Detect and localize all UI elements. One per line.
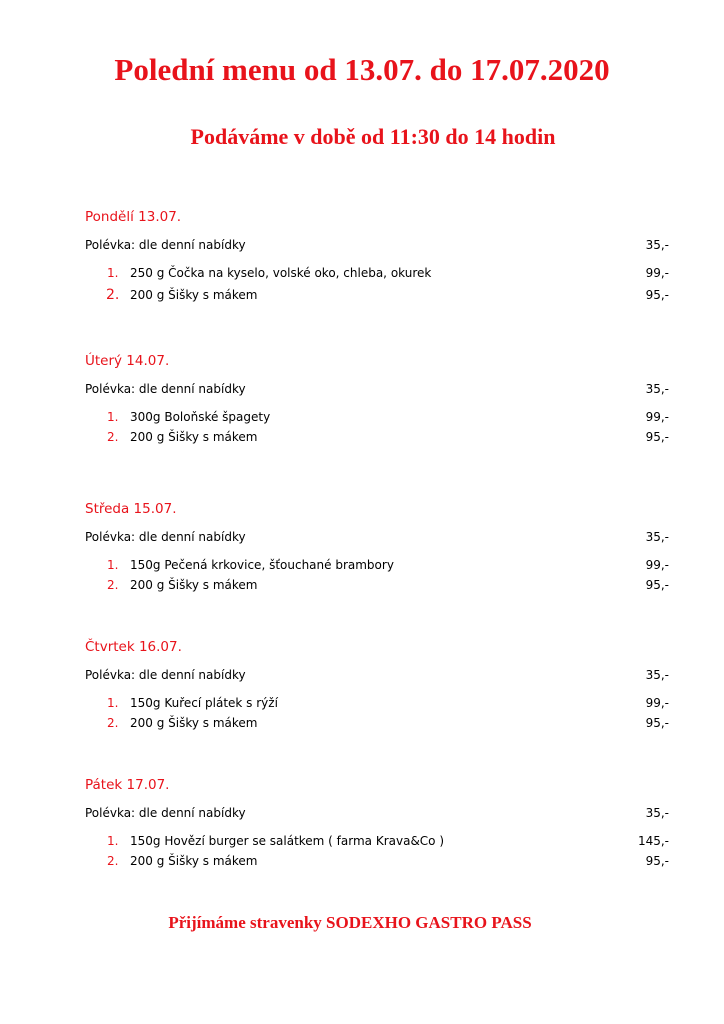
day-heading: Pátek 17.07. [85, 777, 170, 793]
menu-item [85, 264, 675, 282]
menu-item [85, 408, 675, 426]
soup-price: 35,- [645, 806, 669, 820]
soup-row [85, 804, 675, 822]
item-text: 200 g Šišky s mákem [130, 854, 258, 868]
item-number: 1. [107, 558, 119, 572]
day-tuesday [85, 351, 675, 446]
item-text: 150g Pečená krkovice, šťouchané brambory [130, 558, 394, 572]
item-number: 2. [107, 854, 119, 868]
item-price: 99,- [645, 696, 669, 710]
soup-label: Polévka: dle denní nabídky [85, 806, 246, 820]
menu-item [85, 694, 675, 712]
menu-item [85, 714, 675, 732]
day-friday [85, 775, 675, 870]
soup-label: Polévka: dle denní nabídky [85, 668, 246, 682]
item-price: 95,- [645, 430, 669, 444]
soup-label: Polévka: dle denní nabídky [85, 238, 246, 252]
item-price: 95,- [645, 854, 669, 868]
item-price: 95,- [645, 578, 669, 592]
day-heading: Úterý 14.07. [85, 353, 170, 369]
menu-item [85, 556, 675, 574]
soup-price: 35,- [645, 668, 669, 682]
item-price: 95,- [645, 716, 669, 730]
day-thursday [85, 637, 675, 732]
soup-price: 35,- [645, 382, 669, 396]
soup-price: 35,- [645, 530, 669, 544]
day-heading: Čtvrtek 16.07. [85, 639, 182, 655]
menu-item [85, 428, 675, 446]
serving-hours: Podáváme v době od 11:30 do 14 hodin [190, 124, 556, 149]
soup-row [85, 236, 675, 254]
item-price: 95,- [645, 288, 669, 302]
item-text: 250 g Čočka na kyselo, volské oko, chleba, okurek [130, 266, 432, 280]
menu-item [85, 832, 675, 850]
soup-price: 35,- [645, 238, 669, 252]
item-price: 99,- [645, 410, 669, 424]
item-number: 1. [107, 410, 119, 424]
item-price: 99,- [645, 266, 669, 280]
day-heading: Pondělí 13.07. [85, 209, 182, 225]
item-text: 200 g Šišky s mákem [130, 578, 258, 592]
item-price: 145,- [637, 834, 669, 848]
item-text: 200 g Šišky s mákem [130, 716, 258, 730]
menu-item [85, 852, 675, 870]
item-number: 2. [107, 578, 119, 592]
soup-label: Polévka: dle denní nabídky [85, 382, 246, 396]
soup-row [85, 528, 675, 546]
soup-label: Polévka: dle denní nabídky [85, 530, 246, 544]
item-text: 300g Boloňské špagety [130, 410, 271, 424]
item-number: 2. [106, 287, 120, 303]
item-text: 200 g Šišky s mákem [130, 430, 258, 444]
day-wednesday [85, 499, 675, 594]
item-text: 200 g Šišky s mákem [130, 288, 258, 302]
item-number: 2. [107, 430, 119, 444]
item-text: 150g Hovězí burger se salátkem ( farma Krava&Co ) [130, 834, 445, 848]
item-text: 150g Kuřecí plátek s rýží [130, 696, 278, 710]
item-number: 1. [107, 834, 119, 848]
footer-note: Přijímáme stravenky SODEXHO GASTRO PASS [168, 913, 532, 932]
page-title: Polední menu od 13.07. do 17.07.2020 [114, 52, 610, 87]
day-monday [85, 207, 675, 304]
day-heading: Středa 15.07. [85, 501, 177, 517]
soup-row [85, 666, 675, 684]
soup-row [85, 380, 675, 398]
item-number: 2. [107, 716, 119, 730]
item-number: 1. [107, 266, 119, 280]
item-number: 1. [107, 696, 119, 710]
item-price: 99,- [645, 558, 669, 572]
menu-item [85, 286, 675, 304]
menu-item [85, 576, 675, 594]
